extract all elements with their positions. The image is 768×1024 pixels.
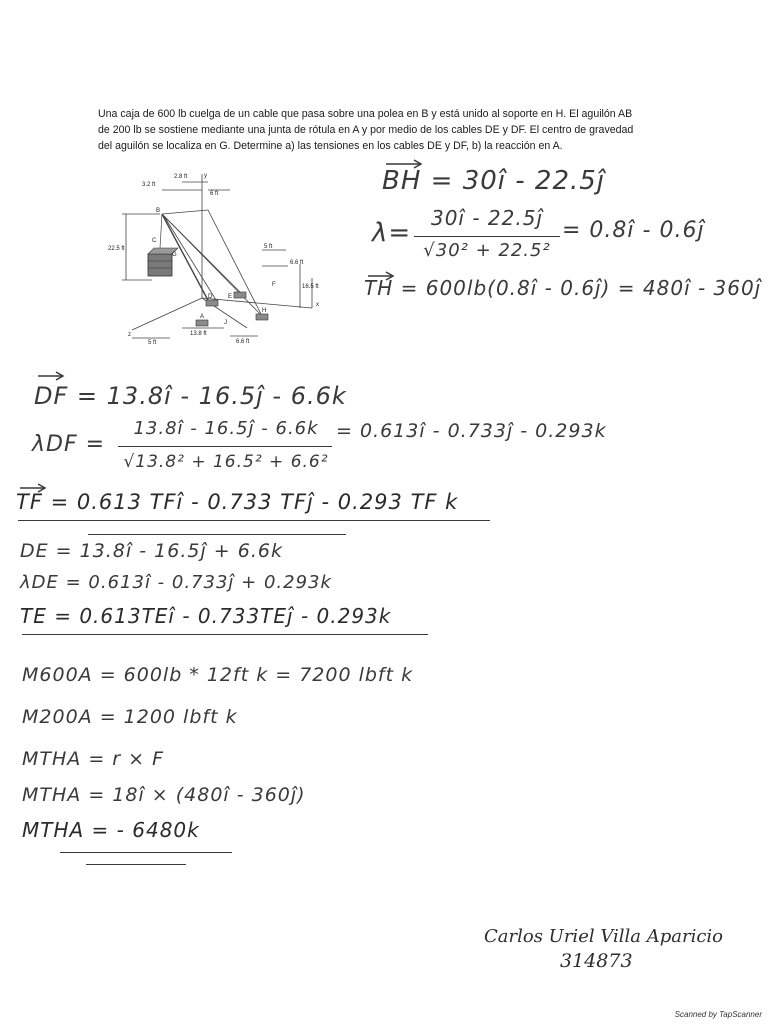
fig-label-j: J (224, 320, 227, 326)
eq-moment-th-a-2: MTHA = 18î × (480î - 360ĵ) (22, 784, 306, 806)
eq-lambda-df-lhs: λDF = (32, 432, 106, 457)
moment-underline-2 (86, 864, 186, 865)
fig-label-z: z (128, 332, 131, 338)
eq-lambda-bh-result: = 0.8î - 0.6ĵ (562, 218, 705, 243)
student-id: 314873 (560, 950, 633, 972)
eq-th-vector: TH = 600lb(0.8î - 0.6ĵ) = 480î - 360ĵ (364, 276, 762, 300)
problem-line-1: Una caja de 600 lb cuelga de un cable que pasa sobre una polea en B y está unido al soporte en H. El aguilón AB (98, 108, 633, 120)
fig-label-d5: 6.6 ft (290, 260, 304, 266)
moment-underline (60, 852, 232, 853)
eq-lambda-df-result: = 0.613î - 0.733ĵ - 0.293k (336, 420, 607, 442)
fig-label-h: H (262, 308, 267, 314)
eq-moment-200-a: M200A = 1200 lbft k (22, 706, 238, 728)
eq-de-vector: DE = 13.8î - 16.5ĵ + 6.6k (20, 540, 283, 562)
eq-lambda-df-bar (118, 446, 332, 447)
eq-tf-vector: TF = 0.613 TFî - 0.733 TFĵ - 0.293 TF k (16, 490, 459, 514)
eq-lambda-bh-lhs: λ= (372, 218, 412, 248)
eq-moment-th-a-1: MTHA = r × F (22, 748, 165, 770)
problem-line-2: de 200 lb se sostiene mediante una junta de rótula en A y por medio de los cables DE y DF. El centro de gravedad (98, 124, 634, 136)
eq-bh-vector: BH = 30î - 22.5ĵ (382, 166, 606, 196)
fig-label-d6: 16.5 ft (302, 284, 319, 290)
boom-cable-figure (108, 168, 342, 346)
student-name: Carlos Uriel Villa Aparicio (484, 926, 724, 947)
problem-line-3: del aguilón se localiza en G. Determine a) las tensiones en los cables DE y DF, b) la reacción en A. (98, 140, 563, 152)
eq-moment-600-a: M600A = 600lb * 12ft k = 7200 lbft k (22, 664, 414, 686)
fig-label-d8: 5 ft (148, 340, 157, 346)
fig-label-d2: 2.8 ft (174, 174, 188, 180)
vector-arrow-df (36, 372, 66, 380)
eq-lambda-bh-num: 30î - 22.5ĵ (430, 206, 544, 230)
eq-lambda-df-num: 13.8î - 16.5ĵ - 6.6k (133, 418, 319, 439)
te-underline (22, 634, 428, 635)
fig-label-e: E (228, 294, 233, 300)
fig-label-d3: 6 ft (210, 191, 219, 197)
fig-label-d4: 5 ft (264, 244, 273, 250)
eq-lambda-df-den: √13.8² + 16.5² + 6.6² (123, 452, 329, 472)
eq-moment-th-a-3: MTHA = - 6480k (22, 818, 200, 842)
fig-label-y: y (204, 173, 207, 179)
fig-label-g: G (172, 252, 177, 258)
fig-label-d7: 13.8 ft (190, 331, 207, 337)
fig-label-d: D (208, 294, 213, 300)
scanner-watermark: Scanned by TapScanner (674, 1010, 762, 1019)
tf-underline-short (88, 534, 346, 535)
eq-te-vector: TE = 0.613TEî - 0.733TEĵ - 0.293k (20, 604, 392, 628)
tf-underline (18, 520, 490, 521)
problem-statement (98, 106, 666, 154)
fig-label-b: B (156, 208, 161, 214)
fig-label-f: F (272, 282, 276, 288)
fig-label-x: x (316, 302, 319, 308)
eq-lambda-bh-bar (414, 236, 560, 237)
eq-lambda-de: λDE = 0.613î - 0.733ĵ + 0.293k (20, 572, 332, 593)
fig-label-d9: 6.6 ft (236, 339, 250, 345)
fig-label-height: 22.5 ft (108, 246, 125, 252)
crate-icon (148, 214, 178, 276)
fig-label-d1: 3.2 ft (142, 182, 156, 188)
fig-label-a: A (200, 314, 205, 320)
fig-label-c: C (152, 238, 157, 244)
eq-lambda-bh-den: √30² + 22.5² (423, 240, 551, 261)
eq-df-vector: DF = 13.8î - 16.5ĵ - 6.6k (34, 382, 347, 410)
